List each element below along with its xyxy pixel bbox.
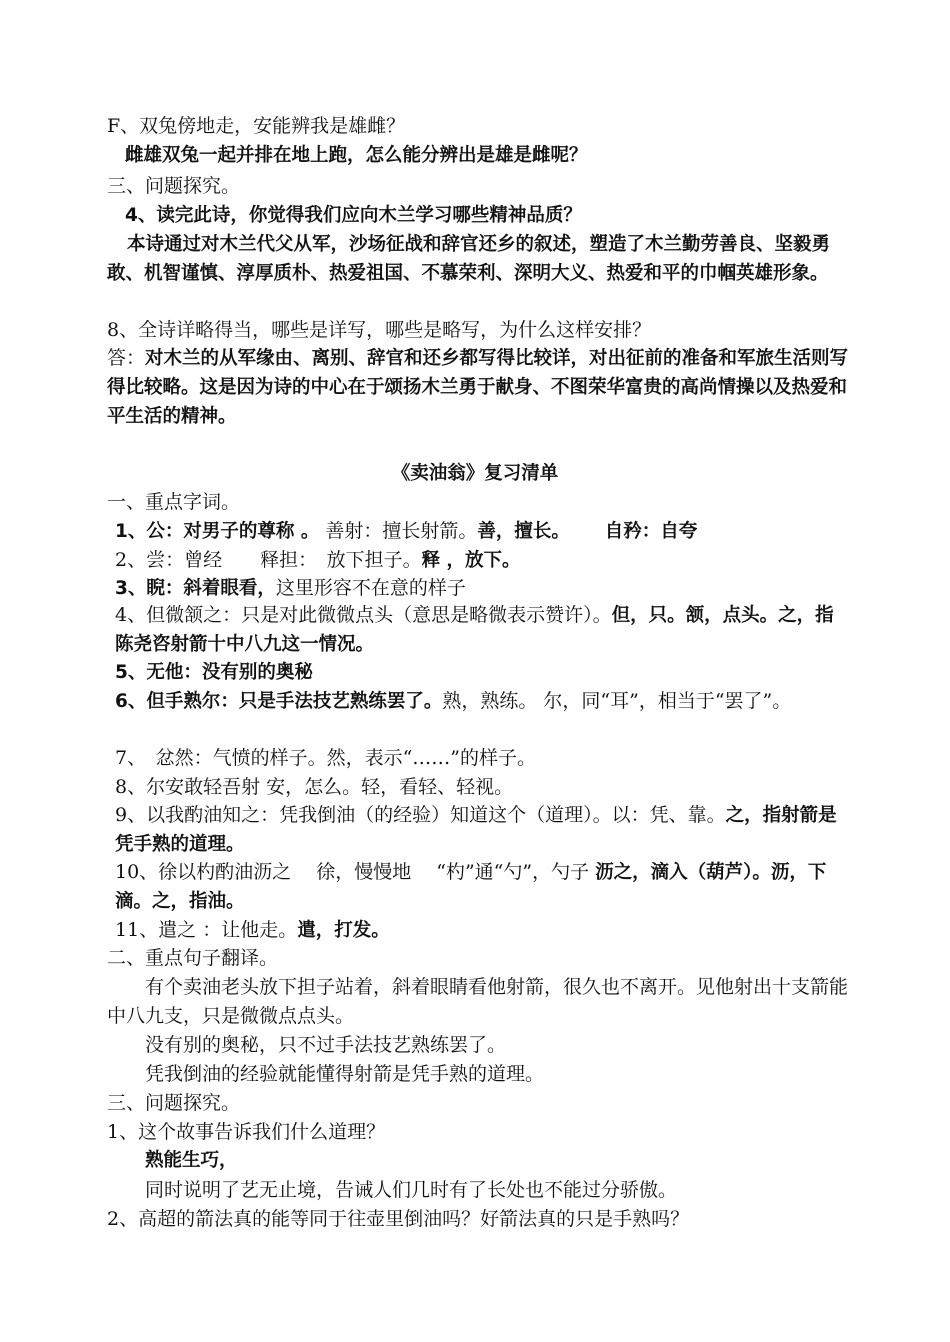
- word-11-text: 11、遣之 ：让他走。: [115, 919, 298, 941]
- question-4: 4、读完此诗，你觉得我们应向木兰学习哪些精神品质？: [125, 205, 582, 226]
- question-2: 2、高超的箭法真的能等同于往壶里倒油吗？好箭法真的只是手熟吗？: [107, 1208, 690, 1230]
- question-8: 8、全诗详略得当，哪些是详写，哪些是略写，为什么这样安排？: [107, 319, 652, 341]
- word-4-text: 4、但微颔之：只是对此微微点头（意思是略微表示赞许）。: [115, 604, 612, 626]
- section-heading-keywords: 一、重点字词。: [107, 491, 241, 513]
- word-4-bold: 但，只。颔，点头。之，指陈尧咨射箭十中八九这一情况。: [115, 605, 834, 655]
- answer-4: 本诗通过对木兰代父从军，沙场征战和辞官还乡的叙述，塑造了木兰勤劳善良、坚毅勇敢、机智谨慎、淳厚质朴、热爱祖国、不慕荣利、深明大义、热爱和平的巾帼英雄形象。: [107, 234, 831, 284]
- word-6-text: 熟，熟练。 尔，同“耳”，相当于“罢了”。: [442, 690, 792, 712]
- word-6-bold: 6、但手熟尔：只是手法技艺熟练罢了。: [115, 691, 443, 712]
- answer-8-text: 对木兰的从军缘由、离别、辞官和还乡都写得比较详，对出征前的准备和军旅生活则写得比较略。这是因为诗的中心在于颂扬木兰勇于献身、不图荣华富贵的高尚情操以及热爱和平生活的精神。: [107, 348, 849, 427]
- answer-1-bold: 熟能生巧，: [145, 1150, 238, 1171]
- word-11-bold: 遣，打发。: [297, 920, 390, 941]
- word-1-text: 善射：擅长射箭。: [319, 520, 478, 542]
- word-1-bold: 1、公：对男子的尊称 。: [115, 521, 320, 542]
- word-item-4: [115, 601, 852, 659]
- line-f-answer: 雌雄双兔一起并排在地上跑，怎么能分辨出是雄是雌呢？: [125, 145, 588, 166]
- word-item-9: [115, 801, 852, 859]
- answer-1: 同时说明了艺无止境，告诫人们几时有了长处也不能过分骄傲。: [145, 1179, 678, 1201]
- word-item-11: [115, 916, 860, 945]
- word-2-text: 2、尝：曾经 释担： 放下担子。: [115, 549, 422, 571]
- answer-8-label: 答：: [107, 347, 146, 369]
- translation-1: 有个卖油老头放下担子站着，斜着眼睛看他射箭，很久也不离开。见他射出十支箭能中八九支，只是微微点点头。: [107, 976, 849, 1027]
- word-9-bold: 之，指射箭是凭手熟的道理。: [115, 805, 837, 855]
- word-3-bold: 3、睨：斜着眼看，: [115, 578, 276, 599]
- word-item-8: 8、尔安敢轻吾射 安，怎么。轻，看轻、轻视。: [115, 776, 514, 798]
- question-1: 1、这个故事告诉我们什么道理？: [107, 1121, 386, 1143]
- word-item-6: [115, 687, 852, 716]
- word-item-1: [115, 517, 860, 546]
- word-9-text: 9、以我酌油知之：凭我倒油（的经验）知道这个（道理）。以：凭、靠。: [115, 804, 726, 826]
- translation-3: 凭我倒油的经验就能懂得射箭是凭手熟的道理。: [145, 1063, 545, 1085]
- word-item-2: [115, 546, 860, 575]
- word-1-bold-b: 善，擅长。: [477, 521, 561, 542]
- section-title: 《卖油翁》复习清单: [391, 463, 559, 484]
- word-10-text: 10、徐以杓酌油沥之 徐，慢慢地 “杓”通“勺”，勺子: [115, 861, 596, 883]
- translation-2: 没有别的奥秘，只不过手法技艺熟练罢了。: [145, 1034, 507, 1056]
- section-heading-problem-2: 三、问题探究。: [107, 1092, 241, 1114]
- line-f-question: F、双兔傍地走，安能辨我是雄雌？: [107, 115, 406, 137]
- word-10-bold: 沥之，滴入（葫芦）。沥，下滴。之，指油。: [115, 862, 827, 912]
- word-item-10: [115, 858, 852, 916]
- section-heading-problem-1: 三、问题探究。: [107, 175, 241, 197]
- word-item-3: [115, 574, 860, 603]
- word-2-bold: 释 ，放下。: [421, 550, 521, 571]
- answer-8: [107, 344, 852, 431]
- word-3-text: 这里形容不在意的样子: [275, 577, 466, 599]
- word-item-7: 7、 忿然：气愤的样子。然，表示“……”的样子。: [115, 747, 537, 769]
- word-1-bold-c: 自矜：自夸: [604, 521, 698, 542]
- section-heading-translation: 二、重点句子翻译。: [107, 947, 279, 969]
- word-item-5: 5、无他：没有别的奥秘: [115, 662, 313, 683]
